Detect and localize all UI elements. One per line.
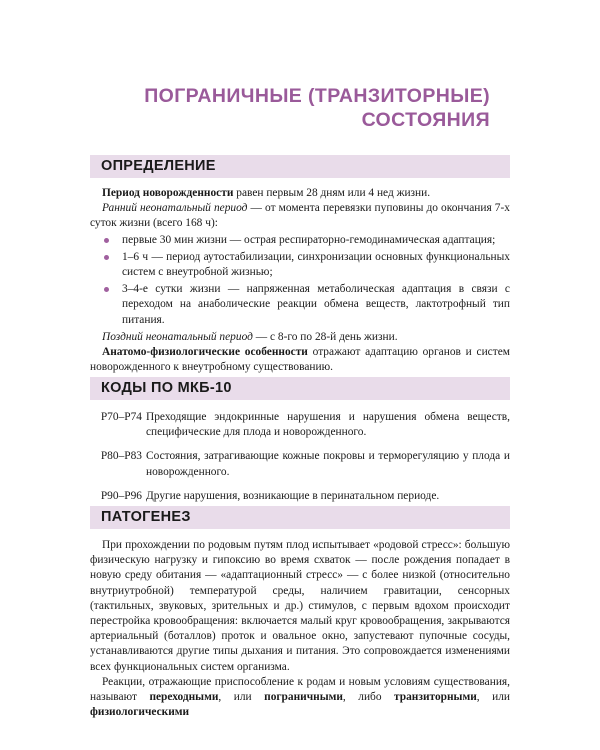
section-heading-codes: КОДЫ ПО МКБ-10 [90,377,510,400]
list-item: первые 30 мин жизни — острая респираторно-гемодинамическая адаптация; [90,233,510,248]
definition-paragraph-3: Поздний неонатальный период — с 8-го по 28-й день жизни. [102,330,398,343]
definition-paragraph-4: Анатомо-физиологические особенности отражают адаптацию органов и систем новорожденного к внеутробному существованию. [90,346,510,374]
definition-paragraph-1: Период новорожденности равен первым 28 дням или 4 нед жизни. [102,187,431,199]
code-value: P70–P74 [100,411,142,423]
code-row [90,489,510,504]
pathogenesis-paragraph-1: При прохождении по родовым путям плод испытывает «родовой стресс»: большую физическую нагрузку и гипоксию во время схваток — после рождения попадает в новую среду обитания — «адаптационный стресс» — с более низкой (относительно внутриутробной) температурой среды, наличием гравитации, сенсорных (тактильных, звуковых, зрительных и др.) стимулов, с первым вдохом происходит перестройка кровообращения: включается малый круг кровообращения, закрываются артериальный (боталлов) проток и овальное окно, запустевают пупочные сосуды, устанавливаются другие типы дыхания и питания. Это сопровождается изменениями всех функциональных систем организма. [90,539,510,673]
codes-section [90,410,510,513]
code-description: Преходящие эндокринные нарушения и нарушения обмена веществ, специфические для плода и новорожденного. [146,411,510,439]
term-neonatal-period: Период новорожденности [102,187,234,199]
pathogenesis-paragraph-2: Реакции, отражающие приспособление к родам и новым условиям существования, называют переходными, или пограничными, либо транзиторными, или физиологическими [90,675,511,719]
code-row [90,410,510,440]
code-description: Состояния, затрагивающие кожные покровы и терморегуляцию у плода и новорожденного. [146,450,510,478]
bullet-icon [104,238,109,243]
page-title-line1: ПОГРАНИЧНЫЕ (ТРАНЗИТОРНЫЕ) [144,85,490,107]
section-heading-definition: ОПРЕДЕЛЕНИЕ [90,155,510,178]
list-item: 3–4-е сутки жизни — напряженная метаболическая адаптация в связи с переходом на анаболические реакции обмена веществ, лактотрофный тип питания. [90,282,510,328]
term-anatomy: Анатомо-физиологические особенности [102,346,308,359]
section-heading-pathogenesis: ПАТОГЕНЕЗ [90,506,510,529]
pathogenesis-section [90,538,510,720]
code-row [90,449,510,479]
list-item: 1–6 ч — период аутостабилизации, синхронизации основных функциональных систем с внеутробной жизнью; [90,250,510,280]
term-late-neonatal: Поздний неонатальный период [102,330,253,343]
bullet-icon [104,255,109,260]
bullet-icon [104,287,109,292]
code-description: Другие нарушения, возникающие в перинатальном периоде. [146,489,440,502]
term-early-neonatal: Ранний неонатальный период [102,202,248,215]
code-value: P80–P83 [100,450,142,463]
page-title [144,84,490,132]
code-value: P90–P96 [100,489,142,502]
definition-section [90,186,510,375]
definition-paragraph-2: Ранний неонатальный период — от момента перевязки пуповины до окончания 7-х суток жизни (всего 168 ч): [90,202,510,230]
page-title-line2: СОСТОЯНИЯ [361,109,490,131]
